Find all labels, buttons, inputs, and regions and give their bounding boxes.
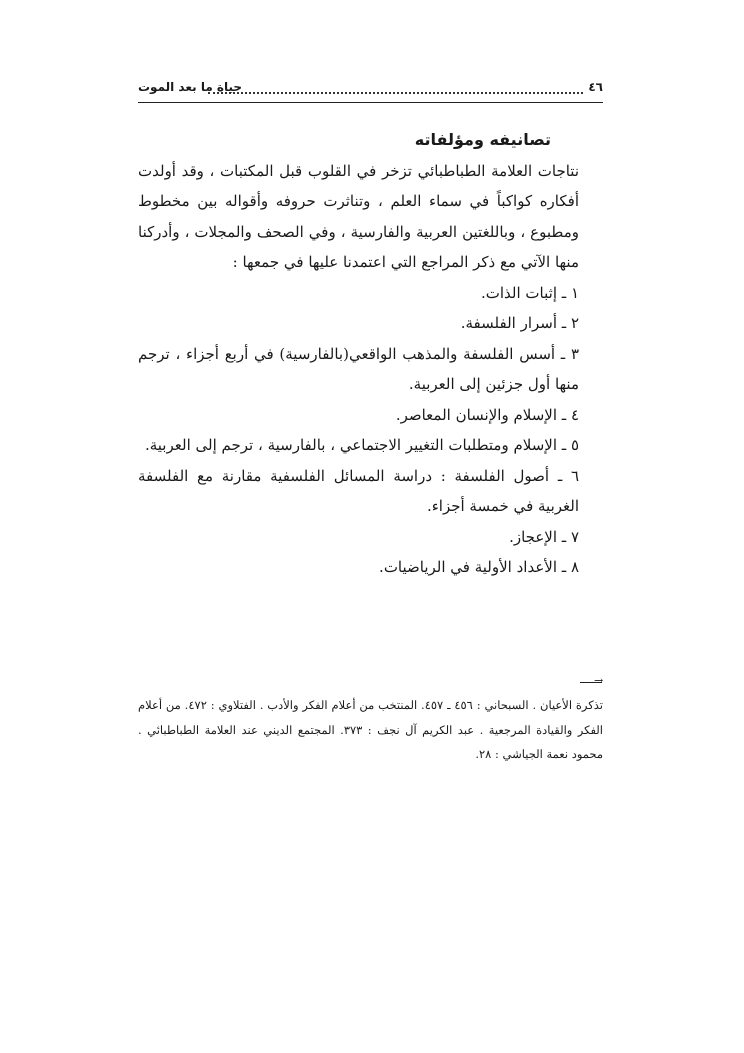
continuation-arrow-icon: →	[594, 674, 604, 687]
list-item: ٤ ـ الإسلام والإنسان المعاصر.	[395, 405, 579, 424]
intro-paragraph: نتاجات العلامة الطباطبائي تزخر في القلوب قبل المكتبات ، وقد أولدت أفكاره كواكباً في سماء العلم ، وتناثرت حروفه وأقواله بين مخطوط ومطبوع ، وباللغتين العربية والفارسية ، وفي الصحف والمجلات ، وأدركنا منها الآتي مع ذكر المراجع التي اعتمدنا عليها في جمعها :	[138, 161, 579, 271]
list-item: ١ ـ إثبات الذات.	[481, 283, 579, 302]
page-number: ٤٦	[588, 80, 603, 94]
list-item: ٦ ـ أصول الفلسفة : دراسة المسائل الفلسفية مقارنة مع الفلسفة الغربية في خمسة أجزاء.	[138, 466, 579, 515]
leader-dots	[208, 84, 583, 94]
footnotes	[138, 693, 603, 767]
section-heading: تصانيفه ومؤلفاته	[414, 130, 551, 149]
list-item: ٧ ـ الإعجاز.	[509, 527, 579, 546]
running-header	[138, 80, 603, 102]
footnote-text: تذكرة الأعيان . السبحاني : ٤٥٦ ـ ٤٥٧. المنتخب من أعلام الفكر والأدب . الفتلاوي : ٤٧٢. من أعلام الفكر والقيادة المرجعية . عبد الكريم آل نجف : ٣٧٣. المجتمع الديني عند العلامة الطباطبائي . محمود نعمة الجياشي : ٢٨.	[138, 698, 603, 761]
list-item: ٣ ـ أسس الفلسفة والمذهب الواقعي(بالفارسية) في أربع أجزاء ، ترجم منها أول جزئين إلى العربية.	[138, 344, 579, 393]
list-item: ٢ ـ أسرار الفلسفة.	[460, 314, 579, 332]
list-item: ٨ ـ الأعداد الأولية في الرياضيات.	[379, 558, 579, 576]
list-item: ٥ ـ الإسلام ومتطلبات التغيير الاجتماعي ، بالفارسية ، ترجم إلى العربية.	[144, 436, 579, 454]
running-title: حياة ما بعد الموت	[138, 80, 243, 94]
header-rule	[138, 102, 603, 103]
main-text	[138, 125, 603, 583]
